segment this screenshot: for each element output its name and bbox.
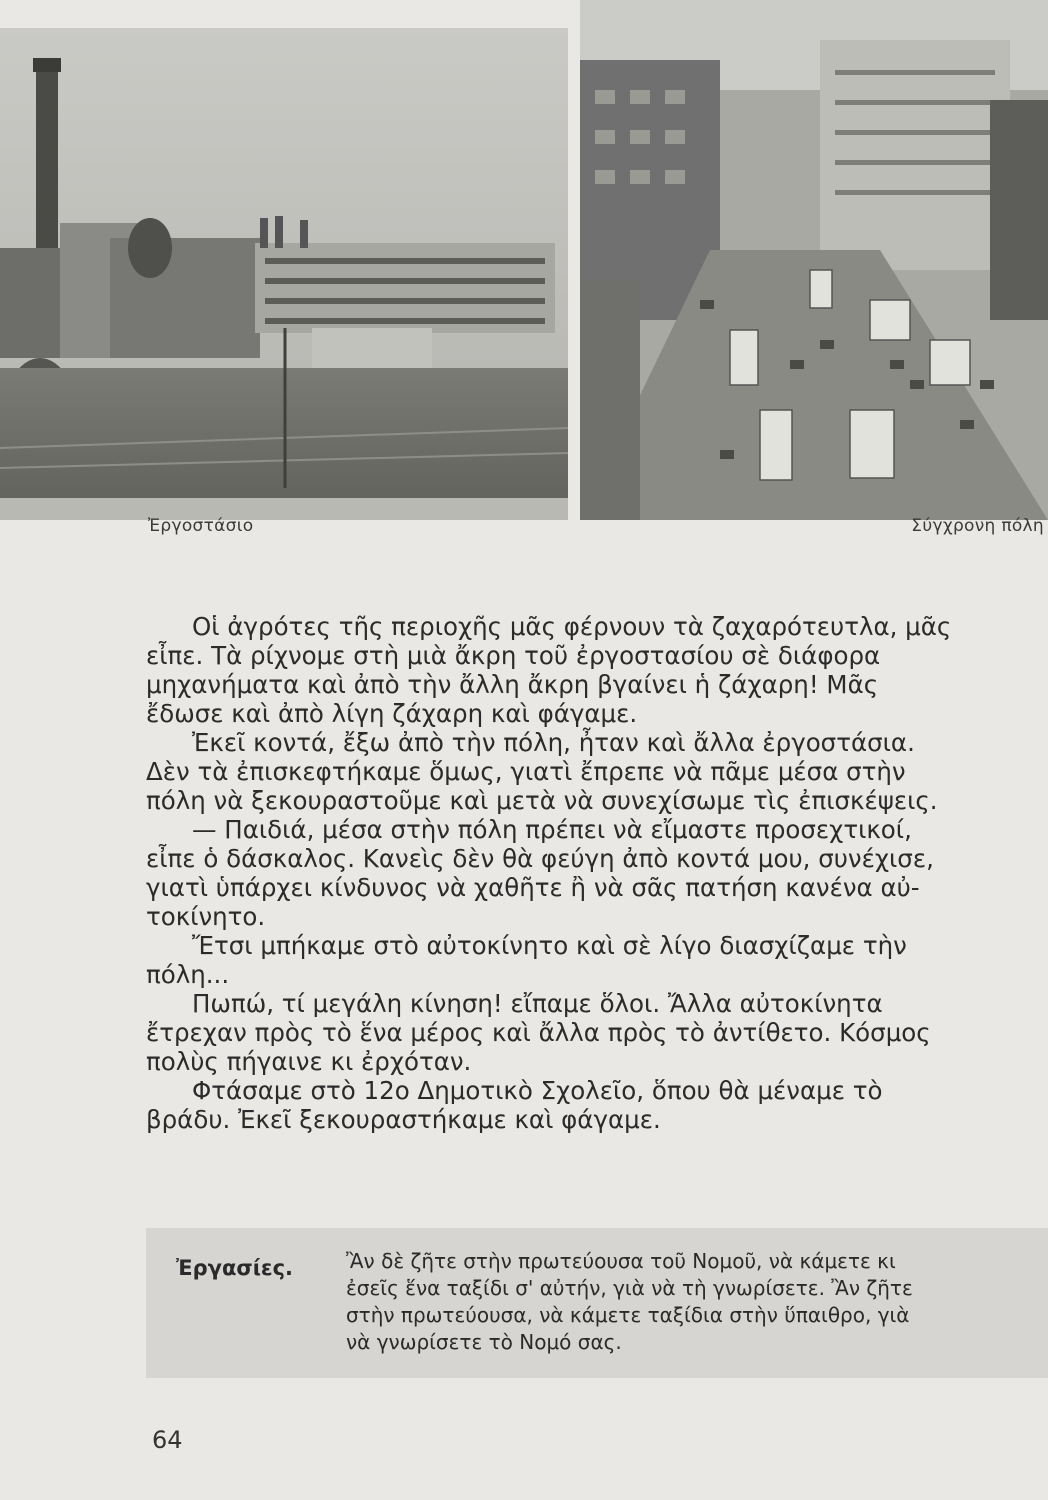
text-line: Οἱ ἀγρότες τῆς περιοχῆς μᾶς φέρνουν τὰ ζαχαρότευτλα, μᾶς [192,612,952,641]
exercise-line: νὰ γνωρίσετε τὸ Νομό σας. [346,1330,622,1354]
city-caption: Σύγχρονη πόλη [911,516,1044,536]
factory-image-icon [0,28,568,520]
text-line: Ἔτσι μπήκαμε στὸ αὐτοκίνητο καὶ σὲ λίγο διασχίζαμε τὴν [192,931,907,960]
text-line: Ἐκεῖ κοντά, ἔξω ἀπὸ τὴν πόλη, ἦταν καὶ ἄλλα ἐργοστάσια. [192,728,915,757]
city-street-image-icon [580,0,1048,520]
text-line: μηχανήματα καὶ ἀπὸ τὴν ἄλλη ἄκρη βγαίνει ἡ ζάχαρη! Μᾶς [146,670,879,699]
text-line: — Παιδιά, μέσα στὴν πόλη πρέπει νὰ εἴμαστε προσεχτικοί, [192,815,912,844]
text-line: Δὲν τὰ ἐπισκεφτήκαμε ὅμως, γιατὶ ἔπρεπε νὰ πᾶμε μέσα στὴν [146,757,906,786]
text-line: τοκίνητο. [146,902,266,931]
text-line: πολὺς πήγαινε κι ἐρχόταν. [146,1047,472,1076]
exercise-line: ἐσεῖς ἕνα ταξίδι σ' αὐτήν, γιὰ νὰ τὴ γνωρίσετε. Ἂν ζῆτε [346,1276,913,1300]
exercise-label: Ἐργασίες. [176,1256,294,1280]
text-line: γιατὶ ὑπάρχει κίνδυνος νὰ χαθῆτε ἢ νὰ σᾶς πατήση κανένα αὐ- [146,873,920,902]
exercise-line: στὴν πρωτεύουσα, νὰ κάμετε ταξίδια στὴν ὕπαιθρο, γιὰ [346,1303,910,1327]
text-line: ἔδωσε καὶ ἀπὸ λίγη ζάχαρη καὶ φάγαμε. [146,699,638,728]
text-line: ἔτρεχαν πρὸς τὸ ἕνα μέρος καὶ ἄλλα πρὸς τὸ ἀντίθετο. Κόσμος [146,1018,931,1047]
factory-photo [0,28,568,520]
text-line: βράδυ. Ἐκεῖ ξεκουραστήκαμε καὶ φάγαμε. [146,1105,661,1134]
text-line: εἶπε. Τὰ ρίχνομε στὴ μιὰ ἄκρη τοῦ ἐργοστασίου σὲ διάφορα [146,641,881,670]
city-photo [580,0,1048,520]
exercise-text [346,1248,1046,1356]
text-line: πόλη νὰ ξεκουραστοῦμε καὶ μετὰ νὰ συνεχίσωμε τὶς ἐπισκέψεις. [146,786,938,815]
text-line: πόλη... [146,960,230,989]
text-line: Πωπώ, τί μεγάλη κίνηση! εἴπαμε ὅλοι. Ἄλλα αὐτοκίνητα [192,989,883,1018]
text-line: εἶπε ὁ δάσκαλος. Κανεὶς δὲν θὰ φεύγη ἀπὸ κοντά μου, συνέχισε, [146,844,934,873]
text-line: Φτάσαμε στὸ 12ο Δημοτικὸ Σχολεῖο, ὅπου θὰ μέναμε τὸ [192,1076,883,1105]
story-text [146,612,1046,1134]
exercise-line: Ἂν δὲ ζῆτε στὴν πρωτεύουσα τοῦ Νομοῦ, νὰ κάμετε κι [346,1249,896,1273]
exercise-box [146,1228,1048,1378]
page-number: 64 [152,1426,183,1454]
factory-caption: Ἐργοστάσιο [148,516,254,536]
